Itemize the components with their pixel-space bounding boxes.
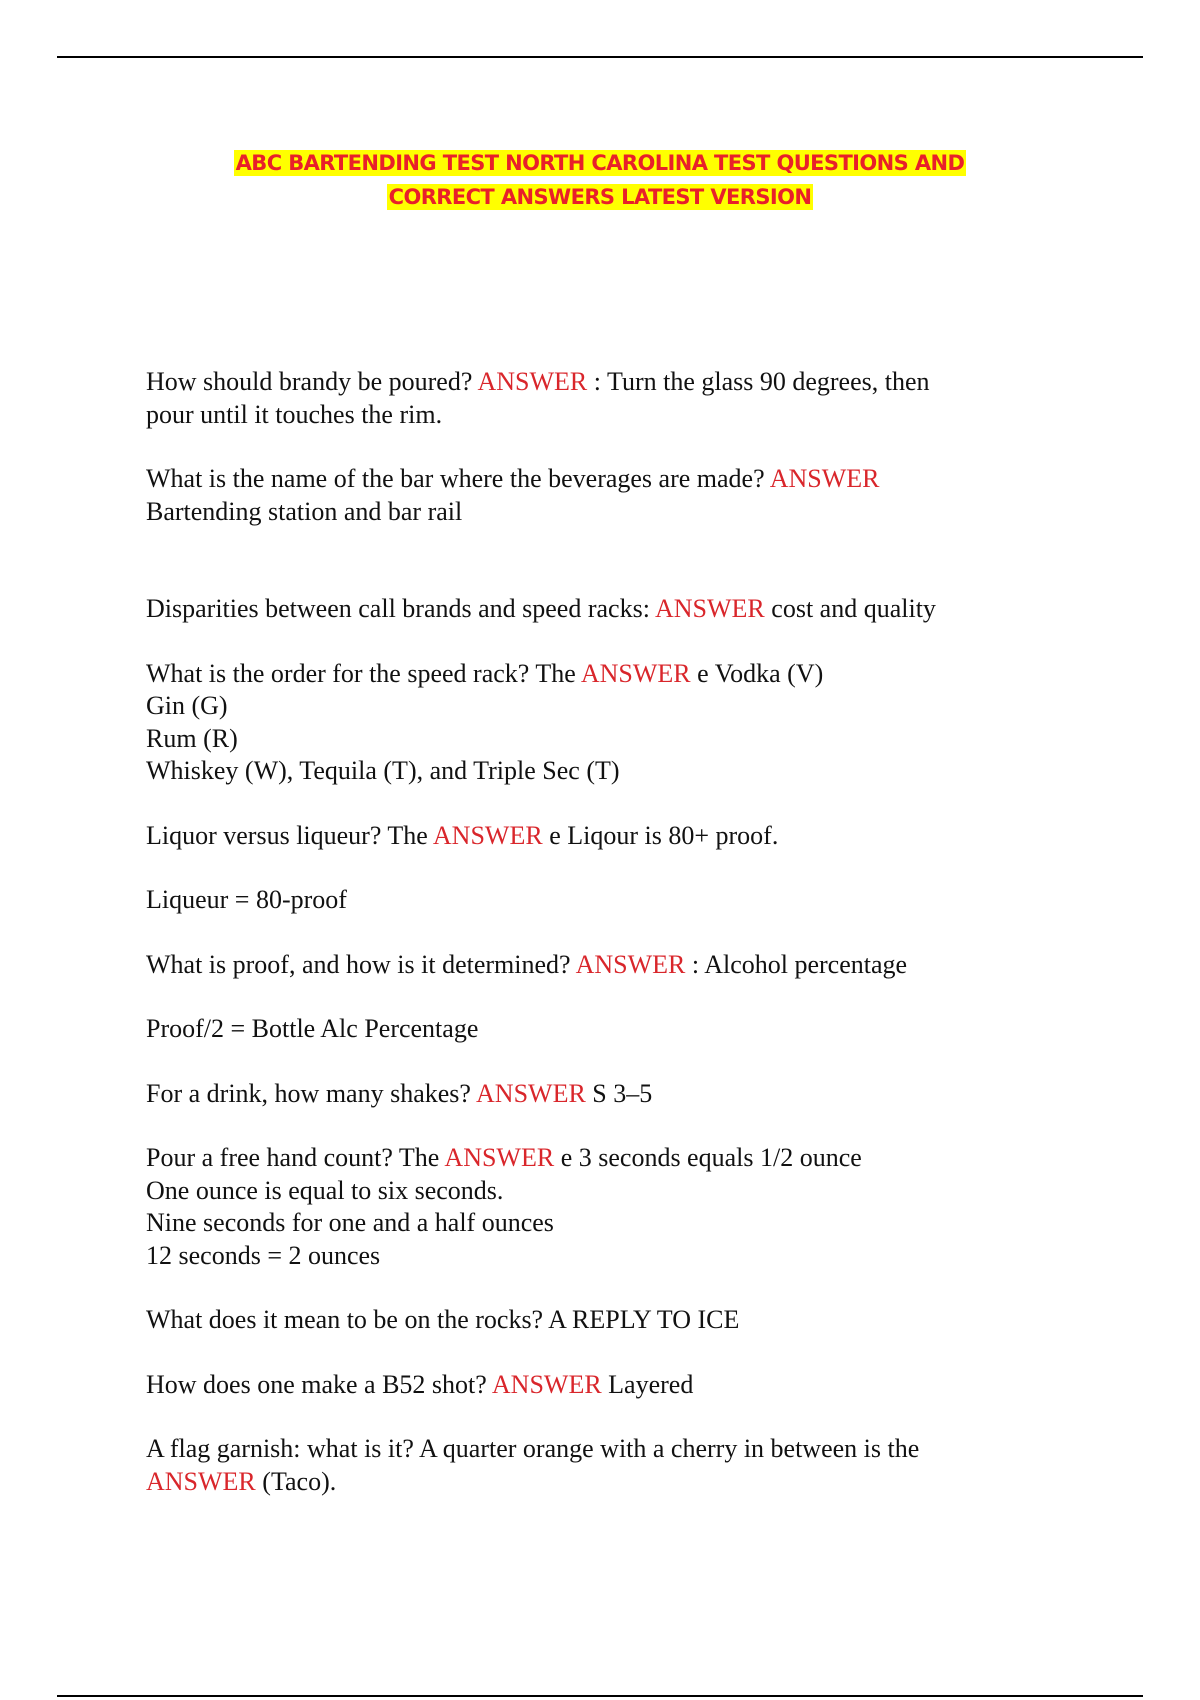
qa-item-brandy: [146, 366, 1046, 431]
bottom-rule: [57, 1695, 1143, 1697]
qa-item-on-the-rocks: [146, 1304, 1046, 1337]
note-text: Liqueur = 80-proof: [146, 885, 347, 914]
title-line-2: CORRECT ANSWERS LATEST VERSION: [388, 185, 812, 209]
answer-label: ANSWER: [476, 1078, 586, 1108]
answer-label: ANSWER: [444, 1143, 555, 1172]
qa-item-b52: [146, 1369, 1046, 1402]
qa-content: [146, 366, 1046, 1530]
qa-item-free-pour: [146, 1142, 1046, 1272]
answer-label: ANSWER: [769, 464, 880, 493]
qa-item-shakes: [146, 1078, 1046, 1111]
answer-text: e Vodka (V): [690, 658, 824, 688]
question: How should brandy be poured?: [146, 367, 478, 396]
answer-line: Gin (G): [146, 691, 228, 720]
top-rule: [57, 56, 1143, 58]
answer-label: ANSWER: [432, 820, 543, 850]
answer-line: Rum (R): [146, 723, 238, 753]
answer-label: ANSWER: [655, 594, 765, 623]
answer-text: (Taco).: [255, 1466, 337, 1496]
qa-item-proof-note: [146, 1013, 1046, 1046]
answer-line: Whiskey (W), Tequila (T), and Triple Sec (T): [146, 756, 620, 785]
qa-item-speed-rack: [146, 658, 1046, 788]
answer-text: : Alcohol percentage: [685, 949, 908, 979]
answer-line: Nine seconds for one and a half ounces: [146, 1208, 554, 1237]
document-title: [0, 146, 1200, 214]
note-text: Proof/2 = Bottle Alc Percentage: [146, 1014, 479, 1043]
question: For a drink, how many shakes?: [146, 1078, 477, 1108]
answer-line: One ounce is equal to six seconds.: [146, 1175, 504, 1205]
question: A flag garnish: what is it? A quarter orange with a cherry in between is the: [146, 1434, 920, 1463]
question: What is proof, and how is it determined?: [146, 949, 576, 979]
question: What is the order for the speed rack? The: [146, 658, 581, 688]
question: How does one make a B52 shot?: [146, 1369, 492, 1399]
question: Disparities between call brands and speed racks:: [146, 594, 655, 623]
question-answer-text: What does it mean to be on the rocks? A REPLY TO ICE: [146, 1305, 740, 1334]
qa-item-liqueur-note: [146, 884, 1046, 917]
answer-label: ANSWER: [477, 367, 588, 396]
answer-text: Layered: [601, 1369, 694, 1399]
answer-label: ANSWER: [146, 1466, 256, 1496]
question: Liquor versus liqueur? The: [146, 820, 433, 850]
question: What is the name of the bar where the beverages are made?: [146, 464, 770, 493]
qa-item-liquor-liqueur: [146, 820, 1046, 853]
question: Pour a free hand count? The: [146, 1143, 445, 1172]
answer-text: Bartending station and bar rail: [146, 496, 463, 526]
qa-item-disparities: [146, 593, 1046, 626]
answer-continued: pour until it touches the rim.: [146, 399, 443, 429]
answer-text: : Turn the glass 90 degrees, then: [587, 367, 930, 396]
answer-line: 12 seconds = 2 ounces: [146, 1240, 381, 1270]
answer-text: e 3 seconds equals 1/2 ounce: [554, 1143, 862, 1172]
qa-item-proof: [146, 949, 1046, 982]
answer-text: S 3–5: [585, 1078, 653, 1108]
title-line-1: ABC BARTENDING TEST NORTH CAROLINA TEST QUESTIONS AND: [235, 151, 965, 175]
answer-label: ANSWER: [491, 1369, 602, 1399]
answer-label: ANSWER: [575, 949, 686, 979]
answer-text: e Liqour is 80+ proof.: [542, 820, 779, 850]
qa-item-bar-name: [146, 463, 1046, 528]
answer-label: ANSWER: [580, 658, 691, 688]
answer-text: cost and quality: [764, 594, 936, 623]
qa-item-flag-garnish: [146, 1433, 1046, 1498]
